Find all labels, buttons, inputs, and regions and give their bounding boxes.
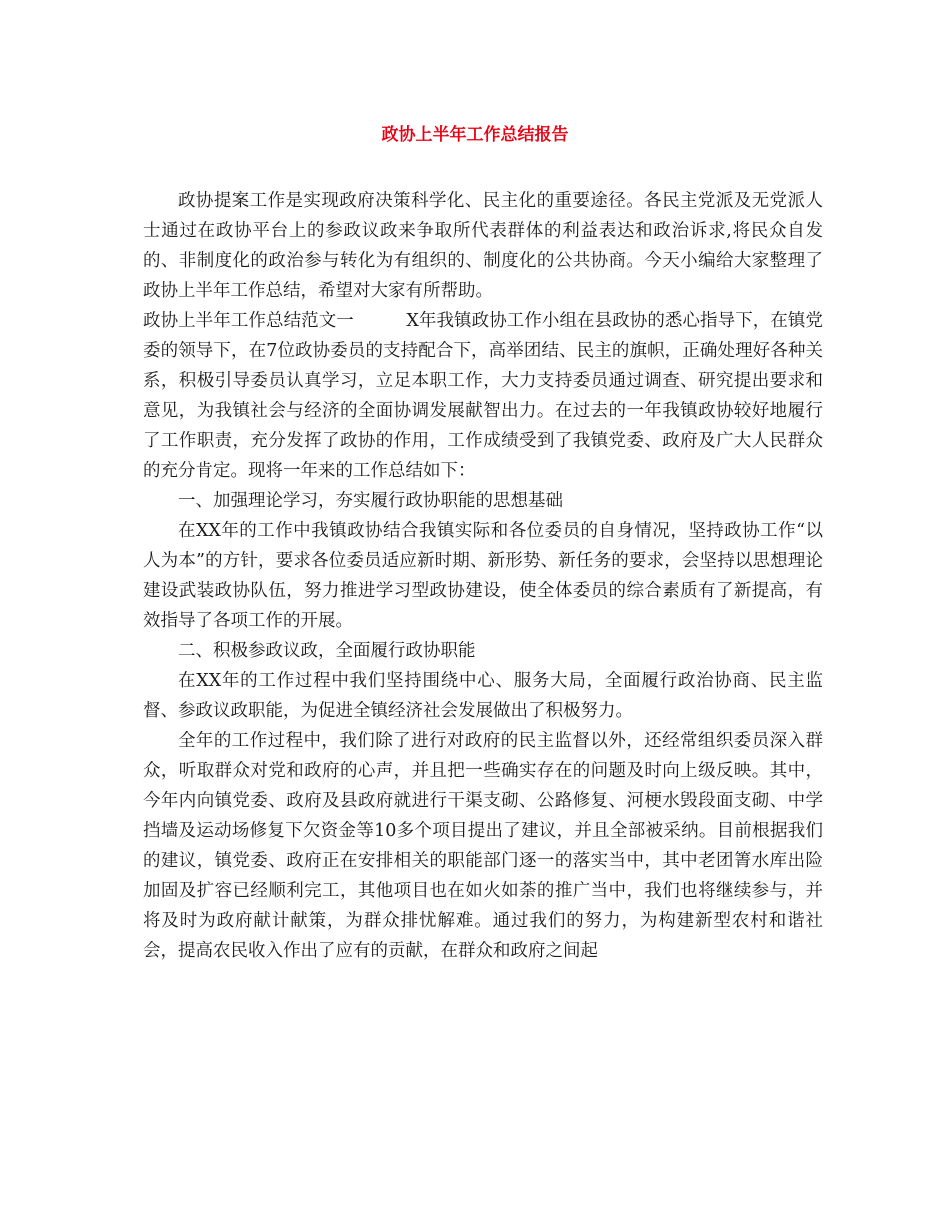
section-heading-2: 二、积极参政议政，全面履行政协职能 [178,641,476,661]
document-title: 政协上半年工作总结报告 [381,125,569,145]
document-body [143,186,823,966]
paragraph-intro: 政协提案工作是实现政府决策科学化、民主化的重要途径。各民主党派及无党派人士通过在政协平台上的参政议政来争取所代表群体的利益表达和政治诉求,将民众自发的、非制度化的政治参与转化为有组织的、制度化的公共协商。今天小编给大家整理了政协上半年工作总结，希望对大家有所帮助。 [143,191,823,301]
paragraph-2: 在XX年的工作过程中我们坚持围绕中心、服务大局，全面履行政治协商、民主监督、参政议政职能，为促进全镇经济社会发展做出了积极努力。 [143,671,823,721]
paragraph-1: 在XX年的工作中我镇政协结合我镇实际和各位委员的自身情况，坚持政协工作“以人为本”的方针，要求各位委员适应新时期、新形势、新任务的要求，会坚持以思想理论建设武装政协队伍，努力推进学习型政协建设，使全体委员的综合素质有了新提高，有效指导了各项工作的开展。 [143,521,823,631]
paragraph-sample-one [143,306,823,486]
section-heading-1: 一、加强理论学习，夯实履行政协职能的思想基础 [178,491,563,511]
paragraph-3: 全年的工作过程中，我们除了进行对政府的民主监督以外，还经常组织委员深入群众，听取群众对党和政府的心声，并且把一些确实存在的问题及时向上级反映。其中，今年内向镇党委、政府及县政府就进行干渠支砌、公路修复、河梗水毁段面支砌、中学挡墙及运动场修复下欠资金等10多个项目提出了建议，并且全部被采纳。目前根据我们的建议，镇党委、政府正在安排相关的职能部门逐一的落实当中，其中老团箐水库出险加固及扩容已经顺利完工，其他项目也在如火如荼的推广当中，我们也将继续参与，并将及时为政府献计献策，为群众排忧解难。通过我们的努力，为构建新型农村和谐社会，提高农民收入作出了应有的贡献，在群众和政府之间起 [143,731,823,961]
sample-one-lead: 政协上半年工作总结范文一 [143,311,354,331]
sample-one-text: X年我镇政协工作小组在县政协的悉心指导下，在镇党委的领导下，在7位政协委员的支持配合下，高举团结、民主的旗帜，正确处理好各种关系，积极引导委员认真学习，立足本职工作，大力支持委员通过调查、研究提出要求和意见，为我镇社会与经济的全面协调发展献智出力。在过去的一年我镇政协较好地履行了工作职责，充分发挥了政协的作用，工作成绩受到了我镇党委、政府及广大人民群众的充分肯定。现将一年来的工作总结如下： [143,311,823,481]
